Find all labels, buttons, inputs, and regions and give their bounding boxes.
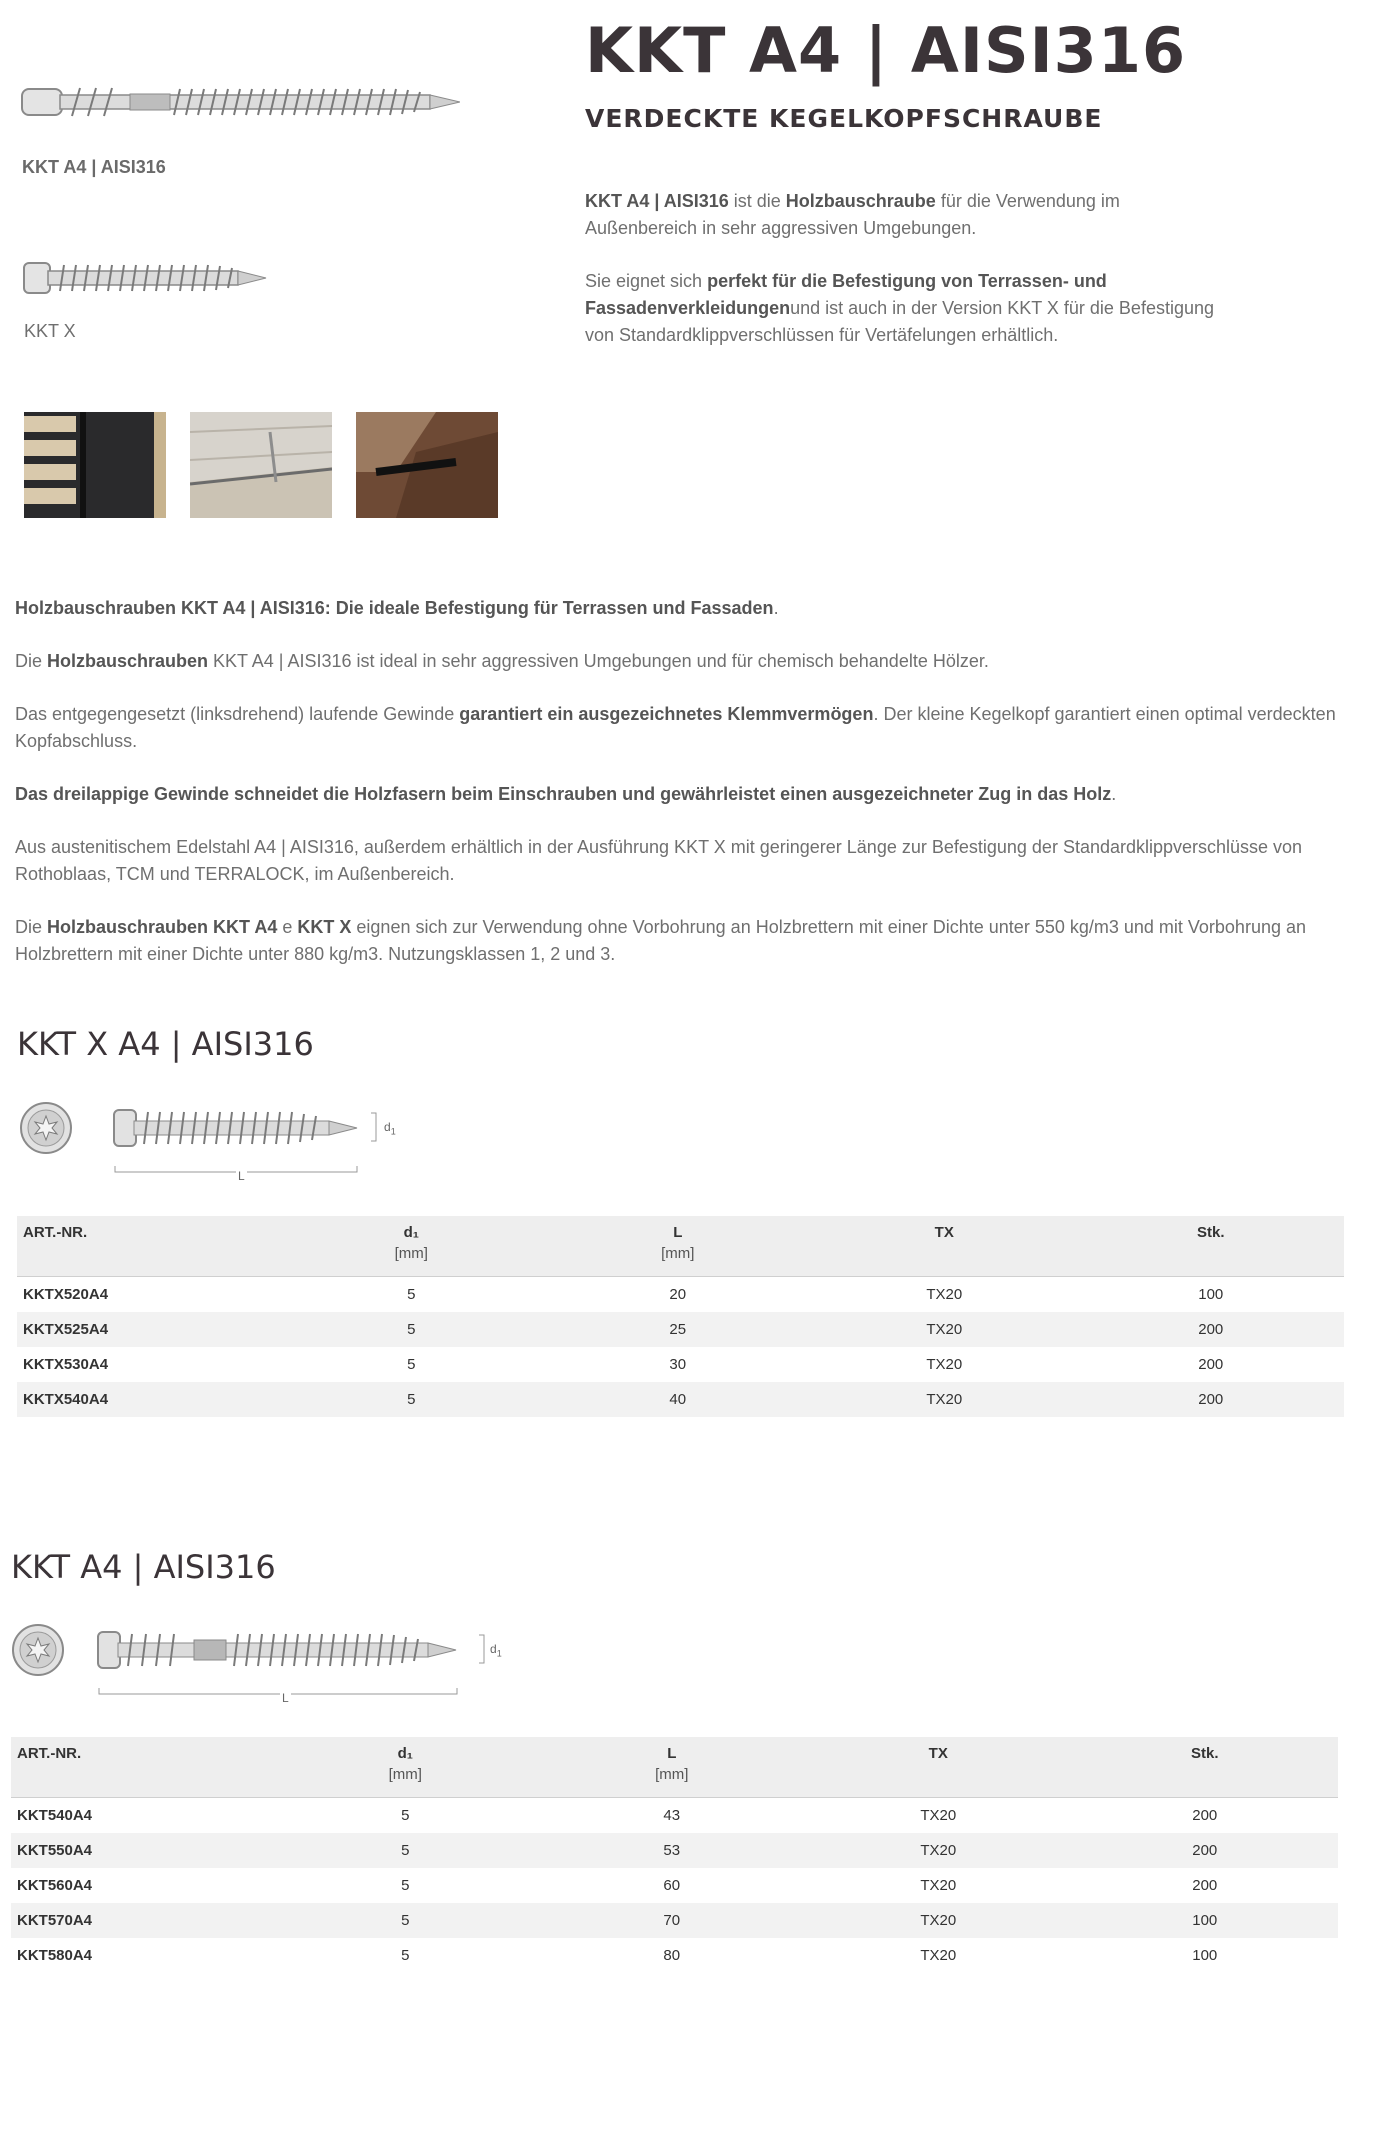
cell-d1: 5 <box>407 1286 416 1303</box>
section-title-kkt: KKT A4 | AISI316 <box>11 1548 276 1586</box>
table-row[interactable] <box>17 1347 1344 1382</box>
cell-tx: TX20 <box>811 1382 1077 1417</box>
cell-art-nr: KKT570A4 <box>11 1903 272 1938</box>
page-subtitle: VERDECKTE KEGELKOPFSCHRAUBE <box>585 104 1103 133</box>
dimension-label-d1: $d_1$ <box>490 1642 502 1659</box>
column-header-l: L [mm] <box>539 1737 805 1798</box>
cell-d1: 5 <box>272 1833 538 1868</box>
table-row[interactable] <box>11 1938 1338 1973</box>
spec-table-kkt-x <box>17 1216 1344 1417</box>
application-photo-terrace[interactable] <box>356 412 498 518</box>
cell-art-nr: KKT540A4 <box>17 1807 93 1824</box>
screw-kkt-x-image[interactable] <box>22 257 272 301</box>
cell-art-nr: KKT560A4 <box>17 1877 93 1894</box>
dimension-bracket-d <box>478 1634 488 1664</box>
table-row[interactable] <box>11 1903 1338 1938</box>
cell-stk: 100 <box>1192 1947 1218 1964</box>
cell-d1: 5 <box>407 1356 416 1373</box>
section-title-kkt-x: KKT X A4 | AISI316 <box>17 1025 314 1063</box>
screw-kkt-drawing <box>96 1624 458 1680</box>
column-header-tx: TX <box>811 1216 1077 1277</box>
table-header-row <box>17 1216 1344 1277</box>
body-paragraph-6: Die Holzbauschrauben KKT A4 e KKT X eignen sich zur Verwendung ohne Vorbohrung an Holzbrettern mit einer Dichte unter 550 kg/m3 und mit Vorbohrung an Holzbrettern mit einer Dichte unter 880 kg/m3. Nutzungsklassen 1, 2 und 3. <box>15 917 1306 964</box>
body-paragraph-3: Das entgegengesetzt (linksdrehend) laufende Gewinde garantiert ein ausgezeichnetes Klemmvermögen. Der kleine Kegelkopf garantiert einen optimal verdeckten Kopfabschluss. <box>15 704 1336 751</box>
table-row[interactable] <box>17 1382 1344 1417</box>
body-paragraph-5: Aus austenitischem Edelstahl A4 | AISI316, außerdem erhältlich in der Ausführung KKT X mit geringerer Länge zur Befestigung der Standardklippverschlüsse von Rothoblaas, TCM und TERRALOCK, im Außenbereich. <box>15 837 1303 884</box>
cell-stk: 200 <box>1072 1833 1339 1868</box>
table-row[interactable] <box>11 1798 1338 1834</box>
screw-kkt-a4-image[interactable] <box>20 80 460 130</box>
cell-l: 80 <box>663 1947 681 1964</box>
cell-art-nr: KKTX525A4 <box>17 1312 278 1347</box>
cell-l: 30 <box>669 1356 687 1373</box>
cell-d1: 5 <box>401 1947 410 1964</box>
column-header-d1: d₁ [mm] <box>278 1216 544 1277</box>
cell-tx: TX20 <box>811 1312 1077 1347</box>
cell-art-nr: KKT580A4 <box>17 1947 93 1964</box>
cell-tx: TX20 <box>920 1947 957 1964</box>
cell-stk: 200 <box>1192 1807 1218 1824</box>
spec-table-kkt <box>11 1737 1338 1973</box>
cell-tx: TX20 <box>805 1903 1071 1938</box>
column-header-stk: Stk. <box>1072 1737 1339 1798</box>
cell-stk: 100 <box>1198 1286 1224 1303</box>
table-header-row <box>11 1737 1338 1798</box>
application-photo-facade[interactable] <box>24 412 166 518</box>
cell-art-nr: KKTX530A4 <box>23 1356 109 1373</box>
cell-l: 25 <box>545 1312 811 1347</box>
torx-head-icon <box>10 1622 66 1678</box>
dimension-label-L: L <box>238 1169 245 1183</box>
cell-tx: TX20 <box>920 1877 957 1894</box>
dimension-label-d1: $d_1$ <box>384 1120 396 1137</box>
variant-label-kkt-a4[interactable]: KKT A4 | AISI316 <box>22 157 166 177</box>
page-title: KKT A4 | AISI316 <box>585 14 1187 87</box>
intro-paragraph-2: Sie eignet sich perfekt für die Befestigung von Terrassen- und Fassadenverkleidungenund ist auch in der Version KKT X für die Befestigung von Standardklippverschlüssen für Vertäfelungen erhältlich. <box>585 271 1215 345</box>
cell-l: 20 <box>669 1286 687 1303</box>
cell-d1: 5 <box>278 1312 544 1347</box>
cell-d1: 5 <box>401 1807 410 1824</box>
cell-stk: 200 <box>1078 1312 1345 1347</box>
cell-stk: 200 <box>1198 1356 1224 1373</box>
column-header-art-nr: ART.-NR. <box>17 1216 278 1277</box>
column-header-d1: d₁ [mm] <box>272 1737 538 1798</box>
cell-d1: 5 <box>401 1877 410 1894</box>
cell-l: 43 <box>663 1807 681 1824</box>
cell-d1: 5 <box>278 1382 544 1417</box>
cell-stk: 200 <box>1078 1382 1345 1417</box>
cell-l: 60 <box>663 1877 681 1894</box>
cell-d1: 5 <box>272 1903 538 1938</box>
column-header-stk: Stk. <box>1078 1216 1345 1277</box>
screw-kkt-x-drawing <box>112 1102 362 1158</box>
cell-tx: TX20 <box>805 1833 1071 1868</box>
body-paragraph-2: Die Holzbauschrauben KKT A4 | AISI316 ist ideal in sehr aggressiven Umgebungen und für chemisch behandelte Hölzer. <box>15 651 989 671</box>
cell-l: 40 <box>545 1382 811 1417</box>
cell-tx: TX20 <box>926 1286 963 1303</box>
table-row[interactable] <box>11 1833 1338 1868</box>
table-row[interactable] <box>17 1277 1344 1313</box>
body-paragraph-1: Holzbauschrauben KKT A4 | AISI316: Die ideale Befestigung für Terrassen und Fassaden. <box>15 598 779 618</box>
cell-art-nr: KKTX540A4 <box>17 1382 278 1417</box>
cell-stk: 200 <box>1192 1877 1218 1894</box>
application-photo-deck[interactable] <box>190 412 332 518</box>
torx-head-icon <box>18 1100 74 1156</box>
column-header-art-nr: ART.-NR. <box>11 1737 272 1798</box>
dimension-line-length <box>98 1686 458 1700</box>
intro-paragraph-1: KKT A4 | AISI316 ist die Holzbauschraube für die Verwendung im Außenbereich in sehr aggressiven Umgebungen. <box>585 191 1120 238</box>
cell-l: 70 <box>539 1903 805 1938</box>
table-row[interactable] <box>17 1312 1344 1347</box>
cell-tx: TX20 <box>926 1356 963 1373</box>
cell-l: 53 <box>539 1833 805 1868</box>
body-paragraph-4: Das dreilappige Gewinde schneidet die Holzfasern beim Einschrauben und gewährleistet einen ausgezeichneter Zug in das Holz. <box>15 784 1117 804</box>
cell-art-nr: KKT550A4 <box>11 1833 272 1868</box>
variant-label-kkt-x[interactable]: KKT X <box>24 321 76 341</box>
dimension-label-L: L <box>282 1691 289 1705</box>
dimension-bracket-d <box>370 1112 380 1142</box>
column-header-l: L [mm] <box>545 1216 811 1277</box>
cell-tx: TX20 <box>920 1807 957 1824</box>
table-row[interactable] <box>11 1868 1338 1903</box>
column-header-tx: TX <box>805 1737 1071 1798</box>
cell-stk: 100 <box>1072 1903 1339 1938</box>
cell-art-nr: KKTX520A4 <box>23 1286 109 1303</box>
